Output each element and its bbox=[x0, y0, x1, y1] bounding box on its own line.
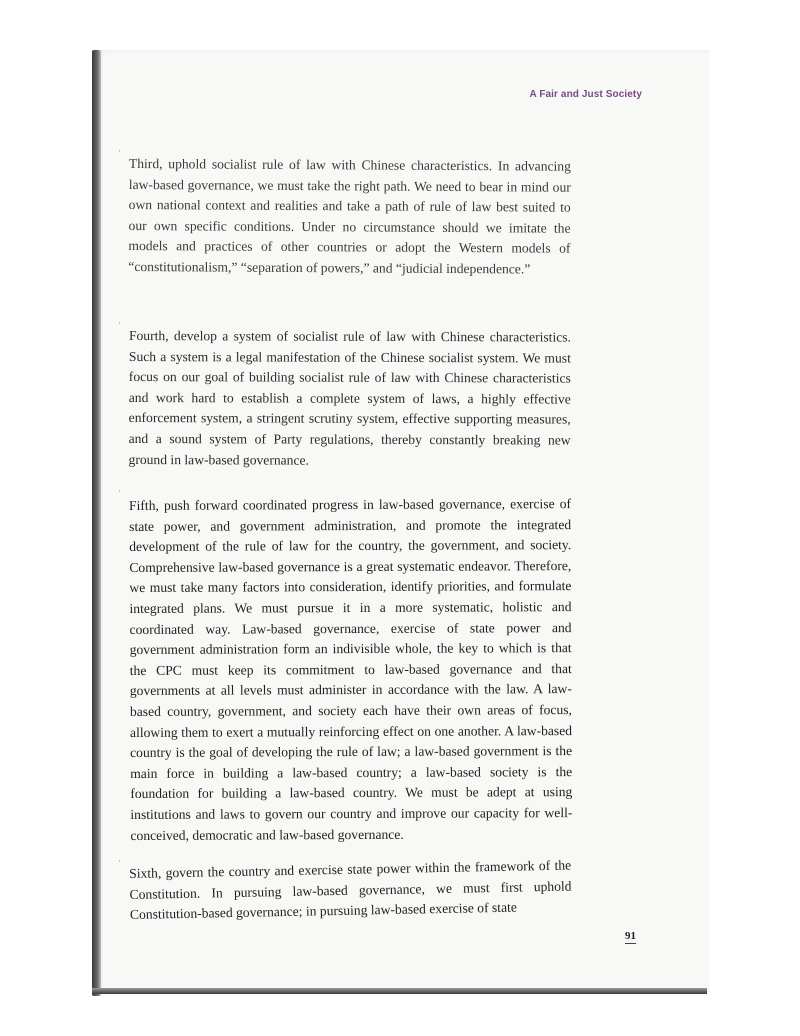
book-spine bbox=[92, 50, 101, 996]
paragraph-fourth: Fourth, develop a system of socialist rule of law with Chinese characteristics. Such a system is a legal manifestation of the Chinese socialist system. We must focus on our goal of building socialist rule of law with Chinese characteristics and work hard to establish a complete system of laws, a highly effective enforcement system, a stringent scrutiny system, effective supporting measures, and a sound system of Party regulations, thereby constantly breaking new ground in law-based governance. bbox=[128, 327, 571, 467]
paragraph-marker: · bbox=[118, 318, 121, 328]
page-bottom-edge bbox=[92, 988, 707, 994]
paragraph-marker: · bbox=[118, 486, 121, 496]
paragraph-third: Third, uphold socialist rule of law with Chinese characteristics. In advancing law-based governance, we must take the right path. We need to bear in mind our own national context and realities and take a path of rule of law best suited to our own specific conditions. Under no circumstance should we imitate the models and practices of other countries or adopt the Western models of “constitutionalism,” “separation of powers,” and “judicial independence.” bbox=[128, 155, 571, 277]
paragraph-sixth: Sixth, govern the country and exercise state power within the framework of the Constitution. In pursuing law-based governance, we must first uphold Constitution-based governance; in pursuing law-based exercise of state bbox=[129, 857, 572, 922]
paragraph-marker: · bbox=[118, 146, 121, 156]
running-head: A Fair and Just Society bbox=[529, 89, 642, 100]
paragraph-marker: · bbox=[118, 856, 121, 866]
paragraph-fifth: Fifth, push forward coordinated progress in law-based governance, exercise of state power, and government administration, and promote the integrated development of the rule of law for the country, the government, and society. Comprehensive law-based governance is a great systematic endeavor. Therefore, we must take many factors into consideration, identify priorities, and formulate integrated plans. We must pursue it in a more systematic, holistic and coordinated way. Law-based governance, exercise of state power and government administration form an indivisible whole, the key to which is that the CPC must keep its commitment to law-based governance and that governments at all levels must administer in accordance with the law. A law-based country, government, and society each have their own areas of focus, allowing them to exert a mutually reinforcing effect on one another. A law-based country is the goal of developing the rule of law; a law-based government is the main force in building a law-based country; a law-based society is the foundation for building a law-based country. We must be adept at using institutions and laws to govern our country and improve our capacity for well-conceived, democratic and law-based governance. bbox=[129, 495, 573, 843]
page-number: 91 bbox=[625, 930, 636, 942]
